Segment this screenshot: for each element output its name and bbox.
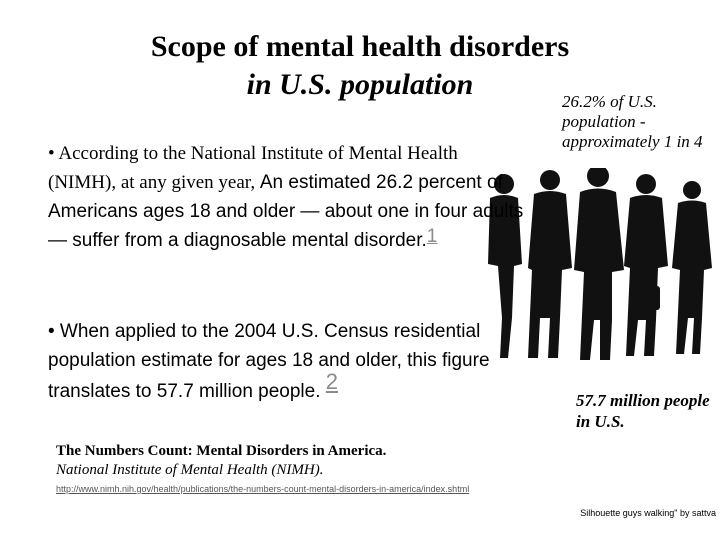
person-silhouette <box>574 168 624 360</box>
title-line-2: in U.S. population <box>246 68 474 101</box>
bullet-marker: • <box>48 143 55 164</box>
bullet-nimh-estimate <box>48 139 528 255</box>
source-url-link[interactable]: http://www.nimh.nih.gov/health/publications/the-numbers-count-mental-disorders-in-america/index.shtml <box>56 484 470 494</box>
source-title: The Numbers Count: Mental Disorders in America. <box>56 443 387 459</box>
bullet-marker: • <box>48 321 55 342</box>
person-silhouette <box>528 170 572 358</box>
source-citation <box>56 442 576 480</box>
bullet-intro-text: According to the National Institute of Mental Health (NIMH), at any given year, <box>48 143 458 193</box>
person-silhouette <box>672 181 712 354</box>
bullet-census-text: When applied to the 2004 U.S. Census residential population estimate for ages 18 and older, this figure translates to 57.7 million people. <box>48 321 490 402</box>
source-organization: National Institute of Mental Health (NIMH). <box>56 462 324 478</box>
reference-link-2[interactable]: 2 <box>325 369 339 394</box>
side-note: 26.2% of U.S. population - approximately 1 in 4 <box>562 92 703 151</box>
title-line-1: Scope of mental health disorders <box>150 30 570 63</box>
bullet-census-estimate <box>48 317 528 406</box>
figure-caption: 57.7 million people in U.S. <box>576 391 710 431</box>
image-credit: Silhouette guys walking" by sattva <box>580 508 716 518</box>
reference-link-1[interactable]: 1 <box>426 226 438 247</box>
person-silhouette <box>624 174 668 356</box>
bullet-statistic-text: An estimated 26.2 percent of Americans ages 18 and older — about one in four adults — suffer from a diagnosable mental disorder. <box>48 172 524 251</box>
